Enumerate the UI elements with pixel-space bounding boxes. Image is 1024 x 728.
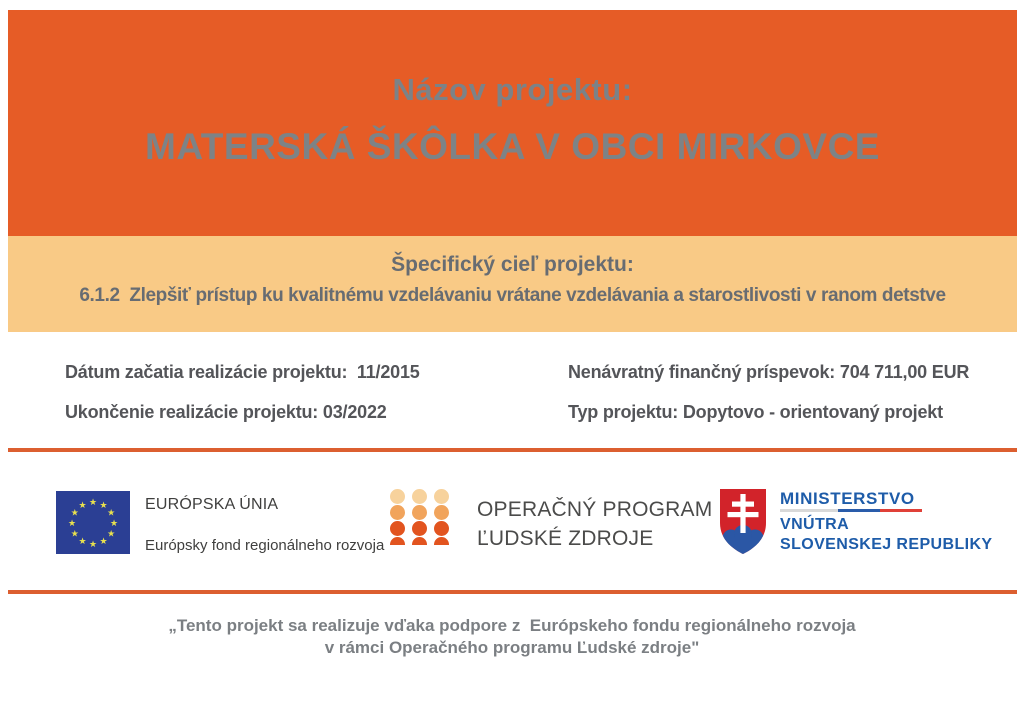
svg-text:★: ★ [78, 537, 87, 548]
project-name-label: Názov projektu: [392, 72, 633, 107]
operational-program-line1: OPERAČNÝ PROGRAM [477, 498, 713, 521]
header-banner [8, 10, 1017, 236]
eu-label: EURÓPSKA ÚNIA [145, 496, 279, 513]
oplz-dots-icon [390, 489, 449, 545]
divider-line-top [8, 448, 1017, 452]
start-date-text: Dátum začatia realizácie projektu: 11/2015 [65, 362, 420, 382]
ministry-label: MINISTERSTVO [780, 489, 915, 508]
svg-text:★: ★ [70, 508, 79, 519]
operational-program-line2: ĽUDSKÉ ZDROJE [477, 527, 654, 550]
operational-program-label [477, 495, 712, 553]
svg-text:★: ★ [99, 500, 108, 511]
ministry-republic-label: SLOVENSKEJ REPUBLIKY [780, 536, 993, 553]
ministry-tricolor-underline [780, 509, 922, 512]
project-type-text: Typ projektu: Dopytovo - orientovaný projekt [568, 402, 943, 422]
ministry-interior-label: VNÚTRA [780, 516, 850, 533]
underline-red-segment [880, 509, 922, 512]
objective-text: 6.1.2 Zlepšiť prístup ku kvalitnému vzdelávaniu vrátane vzdelávania a starostlivosti v ranom detstve [79, 285, 946, 306]
underline-blue-segment [838, 509, 880, 512]
underline-gray-segment [780, 509, 838, 512]
footer-disclaimer [0, 615, 1024, 659]
objective-band [8, 236, 1017, 332]
divider-line-bottom [8, 590, 1017, 594]
end-date-text: Ukončenie realizácie projektu: 03/2022 [65, 402, 387, 422]
svg-text:★: ★ [107, 529, 116, 540]
svg-text:★: ★ [107, 508, 116, 519]
footer-line2: v rámci Operačného programu Ľudské zdroje" [324, 638, 700, 657]
svg-text:★: ★ [88, 540, 98, 550]
svg-text:★: ★ [99, 537, 108, 548]
objective-heading: Špecifický cieľ projektu: [391, 253, 634, 276]
grant-amount-text: Nenávratný finančný príspevok: 704 711,00 EUR [568, 362, 970, 382]
svg-text:★: ★ [109, 519, 119, 529]
svg-text:★: ★ [88, 498, 98, 508]
svg-text:★: ★ [78, 500, 87, 511]
footer-line1: „Tento projekt sa realizuje vďaka podpore z Európskeho fondu regionálneho rozvoja [168, 616, 856, 635]
eu-fund-label: Európsky fond regionálneho rozvoja [145, 537, 385, 554]
svg-text:★: ★ [70, 529, 79, 540]
svg-text:★: ★ [67, 519, 77, 529]
slovak-coat-of-arms-icon [718, 487, 768, 562]
eu-flag-icon [56, 491, 130, 559]
project-title: MATERSKÁ ŠKÔLKA V OBCI MIRKOVCE [145, 126, 880, 167]
